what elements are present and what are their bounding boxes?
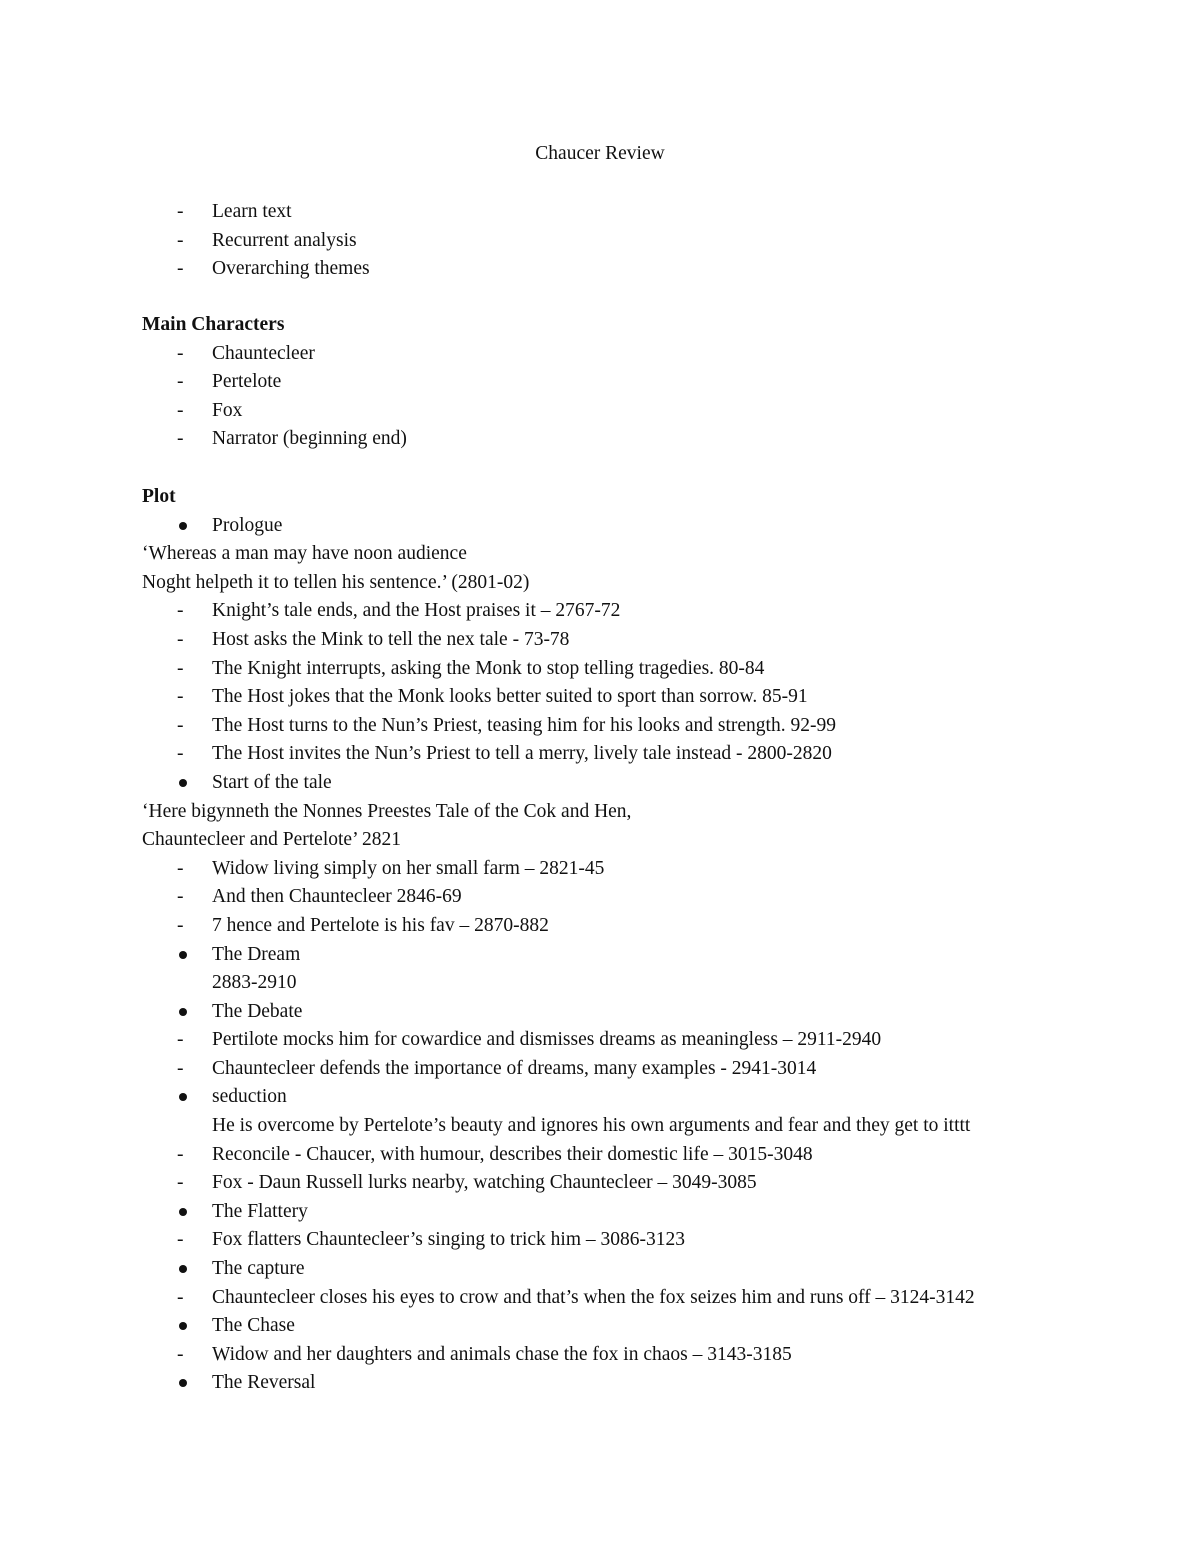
plot-list xyxy=(142,512,1102,1398)
dash-marker: - xyxy=(177,628,184,650)
line-text: Chauntecleer closes his eyes to crow and that’s when the fox seizes him and runs off – 3124-3142 xyxy=(212,1286,975,1308)
line-text: Prologue xyxy=(212,514,283,536)
line-text: Recurrent analysis xyxy=(212,229,357,251)
line-text: The Host jokes that the Monk looks better suited to sport than sorrow. 85-91 xyxy=(212,686,808,708)
line-text: Start of the tale xyxy=(212,771,332,793)
indented-text xyxy=(142,1112,1102,1141)
dash-marker: - xyxy=(177,1172,184,1194)
line-text: The Debate xyxy=(212,1000,303,1022)
dash-marker: - xyxy=(177,229,184,251)
line-text: The Chase xyxy=(212,1315,295,1337)
bullet-list-item xyxy=(142,998,1102,1027)
line-text: Chauntecleer defends the importance of dreams, many examples - 2941-3014 xyxy=(212,1057,817,1079)
line-text: Widow living simply on her small farm – 2821-45 xyxy=(212,857,605,879)
dash-list-item xyxy=(142,1141,1102,1170)
bullet-list-item xyxy=(142,1369,1102,1398)
bullet-marker xyxy=(179,522,187,530)
line-text: Knight’s tale ends, and the Host praises it – 2767-72 xyxy=(212,600,621,622)
quote-line xyxy=(142,798,1102,827)
line-text: ‘Here bigynneth the Nonnes Preestes Tale of the Cok and Hen, xyxy=(142,800,632,822)
dash-marker: - xyxy=(177,1229,184,1251)
line-text: The Host turns to the Nun’s Priest, teasing him for his looks and strength. 92-99 xyxy=(212,714,836,736)
line-text: Chauntecleer and Pertelote’ 2821 xyxy=(142,829,401,851)
bullet-list-item xyxy=(142,1083,1102,1112)
dash-list-item xyxy=(142,397,1102,426)
dash-marker: - xyxy=(177,428,184,450)
bullet-marker xyxy=(179,1008,187,1016)
bullet-marker xyxy=(179,951,187,959)
line-text: Pertilote mocks him for cowardice and dismisses dreams as meaningless – 2911-2940 xyxy=(212,1029,882,1051)
line-text: Noght helpeth it to tellen his sentence.’ (2801-02) xyxy=(142,571,530,593)
dash-marker: - xyxy=(177,743,184,765)
dash-list-item xyxy=(142,626,1102,655)
line-text: Learn text xyxy=(212,201,292,222)
line-text: Fox xyxy=(212,399,243,421)
line-text: He is overcome by Pertelote’s beauty and ignores his own arguments and fear and they get to itttt xyxy=(212,1115,971,1137)
bullet-marker xyxy=(179,779,187,787)
dash-marker: - xyxy=(177,201,184,222)
dash-marker: - xyxy=(177,258,184,280)
bullet-list-item xyxy=(142,941,1102,970)
dash-list-item xyxy=(142,1026,1102,1055)
plot-section xyxy=(142,483,1102,1398)
line-text: Pertelote xyxy=(212,371,282,393)
dash-list-item xyxy=(142,1226,1102,1255)
bullet-marker xyxy=(179,1265,187,1273)
dash-list-item xyxy=(142,425,1102,454)
line-text: 2883-2910 xyxy=(212,972,297,994)
dash-marker: - xyxy=(177,1143,184,1165)
plot-heading: Plot xyxy=(142,486,176,507)
dash-list-item xyxy=(142,1055,1102,1084)
quote-line xyxy=(142,540,1102,569)
dash-list-item xyxy=(142,1341,1102,1370)
dash-list-item xyxy=(142,712,1102,741)
dash-marker: - xyxy=(177,1057,184,1079)
intro-list xyxy=(142,198,1102,284)
line-text: ‘Whereas a man may have noon audience xyxy=(142,543,467,565)
dash-marker: - xyxy=(177,371,184,393)
bullet-list-item xyxy=(142,1312,1102,1341)
line-text: 7 hence and Pertelote is his fav – 2870-882 xyxy=(212,914,549,936)
dash-list-item xyxy=(142,655,1102,684)
dash-marker: - xyxy=(177,714,184,736)
dash-list-item xyxy=(142,1284,1102,1313)
dash-list-item xyxy=(142,198,1102,227)
line-text: The Flattery xyxy=(212,1200,308,1222)
line-text: The Host invites the Nun’s Priest to tell a merry, lively tale instead - 2800-2820 xyxy=(212,743,832,765)
dash-list-item xyxy=(142,1169,1102,1198)
line-text: Fox - Daun Russell lurks nearby, watching Chauntecleer – 3049-3085 xyxy=(212,1172,757,1194)
quote-line xyxy=(142,569,1102,598)
dash-marker: - xyxy=(177,1029,184,1051)
line-text: The Dream xyxy=(212,943,301,965)
dash-list-item xyxy=(142,227,1102,256)
bullet-marker xyxy=(179,1093,187,1101)
line-text: Chauntecleer xyxy=(212,342,315,364)
quote-line xyxy=(142,826,1102,855)
dash-marker: - xyxy=(177,600,184,622)
document-title: Chaucer Review xyxy=(535,143,665,164)
dash-list-item xyxy=(142,912,1102,941)
indented-text xyxy=(142,969,1102,998)
bullet-list-item xyxy=(142,1255,1102,1284)
bullet-marker xyxy=(179,1208,187,1216)
dash-list-item xyxy=(142,255,1102,284)
line-text: The Knight interrupts, asking the Monk to stop telling tragedies. 80-84 xyxy=(212,657,765,679)
line-text: Widow and her daughters and animals chase the fox in chaos – 3143-3185 xyxy=(212,1343,792,1365)
dash-list-item xyxy=(142,855,1102,884)
line-text: seduction xyxy=(212,1086,287,1108)
dash-list-item xyxy=(142,740,1102,769)
bullet-list-item xyxy=(142,1198,1102,1227)
main-characters-list xyxy=(142,340,1102,454)
bullet-list-item xyxy=(142,512,1102,541)
dash-marker: - xyxy=(177,1343,184,1365)
dash-marker: - xyxy=(177,657,184,679)
dash-marker: - xyxy=(177,399,184,421)
dash-list-item xyxy=(142,883,1102,912)
line-text: The capture xyxy=(212,1258,305,1280)
dash-marker: - xyxy=(177,857,184,879)
line-text: And then Chauntecleer 2846-69 xyxy=(212,886,462,908)
line-text: Host asks the Mink to tell the nex tale - 73-78 xyxy=(212,628,570,650)
dash-marker: - xyxy=(177,914,184,936)
dash-list-item xyxy=(142,683,1102,712)
dash-marker: - xyxy=(177,342,184,364)
bullet-marker xyxy=(179,1379,187,1387)
dash-list-item xyxy=(142,597,1102,626)
bullet-marker xyxy=(179,1322,187,1330)
dash-marker: - xyxy=(177,886,184,908)
main-characters-heading: Main Characters xyxy=(142,314,285,335)
dash-list-item xyxy=(142,368,1102,397)
line-text: Fox flatters Chauntecleer’s singing to trick him – 3086-3123 xyxy=(212,1229,685,1251)
dash-marker: - xyxy=(177,686,184,708)
dash-marker: - xyxy=(177,1286,184,1308)
line-text: Overarching themes xyxy=(212,258,370,280)
bullet-list-item xyxy=(142,769,1102,798)
line-text: The Reversal xyxy=(212,1372,316,1394)
dash-list-item xyxy=(142,340,1102,369)
line-text: Reconcile - Chaucer, with humour, describes their domestic life – 3015-3048 xyxy=(212,1143,813,1165)
main-characters-section xyxy=(142,311,1102,454)
line-text: Narrator (beginning end) xyxy=(212,428,407,450)
